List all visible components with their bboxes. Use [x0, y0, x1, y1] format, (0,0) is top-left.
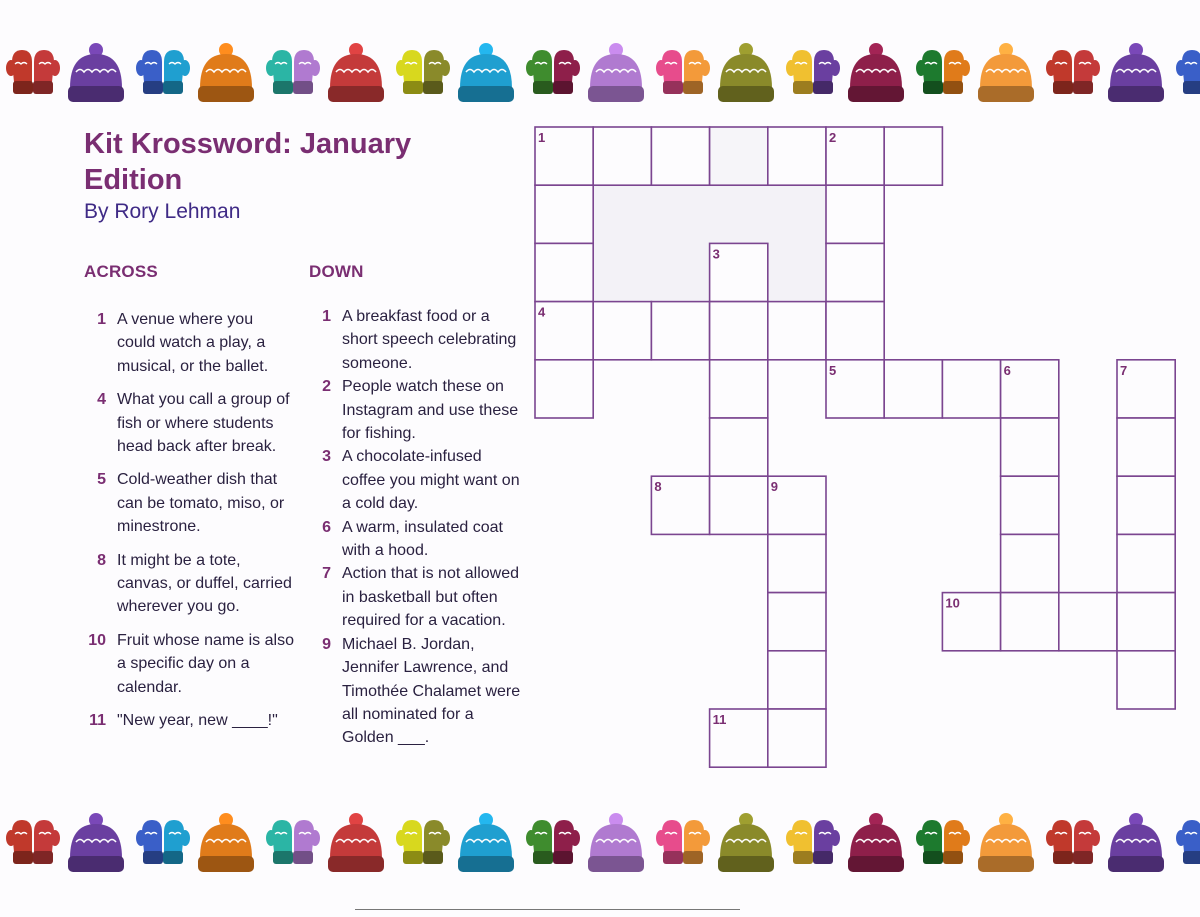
clue-text: Michael B. Jordan, Jennifer Lawrence, and Timothée Chalamet were all nominated for a Golden ___.	[342, 635, 521, 747]
clue-number: 2	[322, 378, 331, 396]
cell-number: 3	[712, 246, 720, 262]
clue-number: 5	[97, 471, 106, 489]
clue-text: A venue where you could watch a play, a musical, or the ballet.	[117, 311, 269, 375]
clue-text: Fruit whose name is also a specific day on a calendar.	[117, 631, 294, 696]
grid-cell[interactable]	[535, 185, 593, 243]
grid-cell[interactable]	[826, 185, 884, 243]
grid-cell[interactable]	[710, 360, 768, 418]
grid-cell[interactable]	[1117, 418, 1175, 476]
grid-cell[interactable]	[593, 127, 651, 185]
footer-divider	[355, 909, 740, 910]
clue-number: 3	[322, 448, 331, 466]
grid-cell[interactable]	[710, 418, 768, 476]
clue-number: 7	[322, 565, 331, 583]
cell-number: 5	[829, 362, 837, 378]
cell-number: 8	[654, 479, 662, 495]
grid-cell[interactable]	[768, 593, 826, 651]
grid-cell[interactable]	[1001, 476, 1059, 534]
clue-number: 1	[97, 311, 106, 328]
cell-number: 7	[1120, 362, 1128, 378]
cell-number: 10	[945, 595, 960, 611]
clue-text: "New year, new ____!"	[117, 712, 278, 730]
clue-number: 9	[322, 635, 331, 653]
grid-cell[interactable]	[1001, 418, 1059, 476]
clue-number: 6	[322, 518, 331, 536]
cell-number: 9	[770, 479, 779, 495]
clue-number: 1	[322, 308, 331, 325]
cell-number: 11	[712, 712, 727, 727]
grid-cell[interactable]	[884, 127, 942, 185]
clue-text: A warm, insulated coat with a hood.	[342, 518, 503, 560]
clue-number: 4	[97, 391, 106, 409]
grid-cell[interactable]	[1117, 476, 1175, 534]
grid-cell[interactable]	[710, 127, 768, 185]
across-heading: ACROSS	[84, 262, 158, 281]
grid-cell[interactable]	[884, 360, 942, 418]
grid-cell[interactable]	[826, 243, 884, 301]
grid-cell[interactable]	[768, 302, 826, 360]
grid-cell[interactable]	[1001, 593, 1059, 651]
clue-text: What you call a group of fish or where students head back after break.	[117, 391, 290, 456]
grid-cell[interactable]	[710, 302, 768, 360]
grid-cell[interactable]	[826, 302, 884, 360]
grid-cell[interactable]	[710, 476, 768, 534]
down-heading: DOWN	[309, 262, 364, 281]
grid-cell[interactable]	[593, 302, 651, 360]
cell-number: 4	[538, 304, 546, 320]
grid-cell[interactable]	[1117, 534, 1175, 592]
grid-cell[interactable]	[942, 360, 1000, 418]
puzzle-byline: By Rory Lehman	[84, 200, 241, 223]
grid-cell[interactable]	[768, 534, 826, 592]
grid-cell[interactable]	[1117, 651, 1175, 709]
clue-text: A chocolate-infused coffee you might want on a cold day.	[342, 448, 520, 513]
clue-text: Cold-weather dish that can be tomato, miso, or minestrone.	[117, 471, 285, 536]
grid-cell[interactable]	[535, 360, 593, 418]
grid-cell[interactable]	[651, 302, 709, 360]
clue-number: 8	[97, 551, 106, 569]
grid-cell[interactable]	[1117, 593, 1175, 651]
cell-number: 6	[1003, 362, 1011, 378]
grid-cell[interactable]	[1001, 534, 1059, 592]
cell-number: 2	[829, 130, 837, 145]
grid-cell[interactable]	[651, 127, 709, 185]
cell-number: 1	[538, 130, 546, 145]
clue-number: 10	[88, 631, 106, 649]
clue-text: Action that is not allowed in basketball but often required for a vacation.	[342, 565, 519, 630]
grid-cell[interactable]	[768, 127, 826, 185]
grid-cell[interactable]	[1059, 593, 1117, 651]
grid-cell[interactable]	[768, 709, 826, 767]
clue-text: It might be a tote, canvas, or duffel, carried wherever you go.	[117, 551, 292, 616]
grid-cell[interactable]	[535, 243, 593, 301]
clue-number: 11	[89, 712, 106, 730]
clue-text: A breakfast food or a short speech celebrating someone.	[342, 308, 517, 372]
grid-cell[interactable]	[768, 651, 826, 709]
clue-text: People watch these on Instagram and use these for fishing.	[342, 378, 519, 443]
puzzle-title: Kit Krossword: January Edition	[84, 128, 412, 196]
